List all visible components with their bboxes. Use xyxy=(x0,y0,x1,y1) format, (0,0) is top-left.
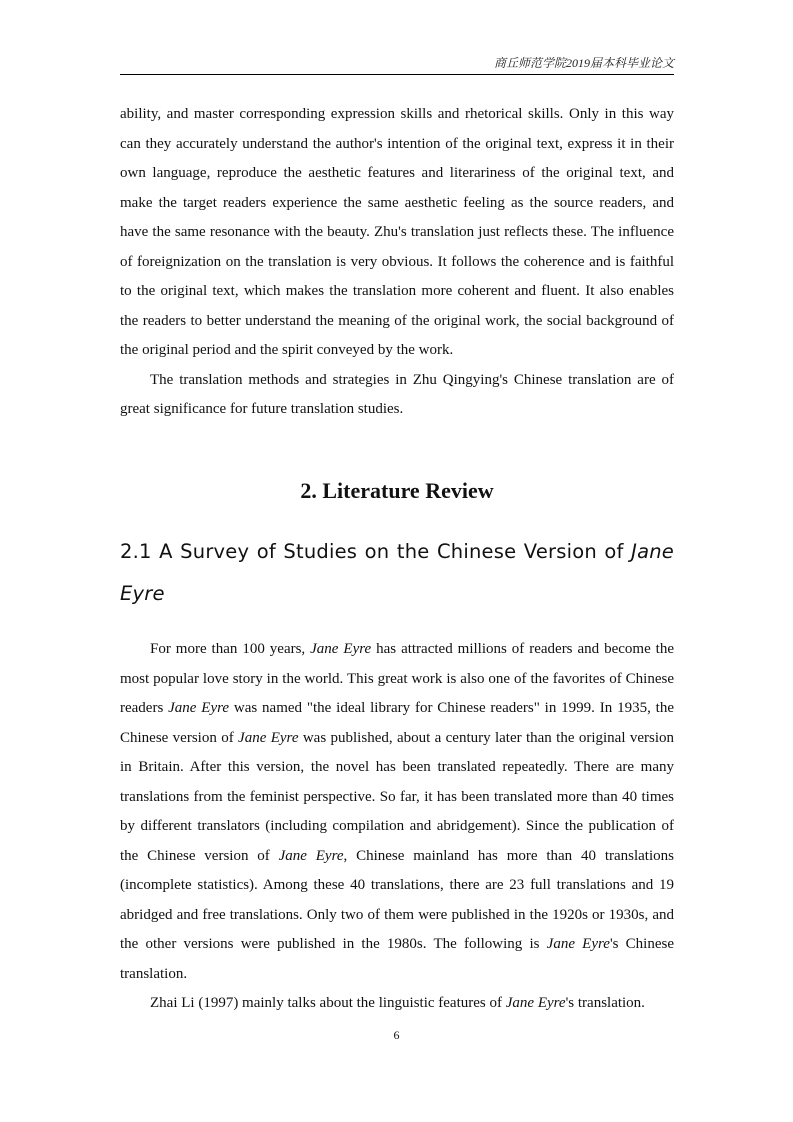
running-header xyxy=(120,56,674,75)
paragraph-significance: The translation methods and strategies in Zhu Qingying's Chinese translation are of great significance for future translation studies. xyxy=(120,371,674,417)
survey-body xyxy=(120,635,674,1019)
chapter-title: 2. Literature Review xyxy=(300,478,494,503)
paragraph-continuation: ability, and master corresponding expression skills and rhetorical skills. Only in this way can they accurately understand the author's intention of the original text, express it in their own language, reproduce the aesthetic features and literariness of the original text, and make the target readers experience the same aesthetic feeling as the source readers, and have the same resonance with the beauty. Zhu's translation just reflects these. The influence of foreignization on the translation is very obvious. It follows the coherence and is faithful to the original text, which makes the translation more coherent and fluent. It also enables the readers to better understand the meaning of the original work, the social background of the original period and the spirit conveyed by the work. xyxy=(120,106,674,358)
text-run: 's Chinese translation. xyxy=(120,936,674,982)
paragraph-survey xyxy=(120,635,674,989)
text-run: For more than 100 years, xyxy=(150,641,311,657)
text-run: 's translation. xyxy=(565,995,645,1011)
text-run: Zhai Li (1997) mainly talks about the linguistic features of xyxy=(150,995,506,1011)
italic-title: Jane Eyre xyxy=(505,995,566,1011)
text-run: , Chinese mainland has more than 40 translations (incomplete statistics). Among these 40 translations, there are 23 full translations and 19 abridged and free translations. Only two of them were published in the 1920s or 1930s, and the other versions were published in the 1980s. The following is xyxy=(120,847,674,952)
text-run: has attracted millions of readers and become the most popular love story in the world. This great work is also one of the favorites of Chinese readers xyxy=(120,641,674,716)
section-title-italic: Jane Eyre xyxy=(120,540,674,605)
intro-continuation xyxy=(120,100,674,425)
text-run: was named "the ideal library for Chinese readers" in 1999. In 1935, the Chinese version of xyxy=(120,700,675,746)
italic-title: Jane Eyre xyxy=(238,729,299,746)
section-title-prefix: 2.1 A Survey of Studies on the Chinese Version of xyxy=(120,540,632,563)
italic-title: Jane Eyre xyxy=(168,700,230,716)
running-header-title: 商丘师范学院2019届本科毕业论文 xyxy=(493,56,674,70)
italic-title: Jane Eyre xyxy=(546,936,610,952)
page-number: 6 xyxy=(393,1028,400,1042)
italic-title: Jane Eyre xyxy=(278,847,344,864)
paragraph-zhai-li xyxy=(120,989,674,1019)
italic-title: Jane Eyre xyxy=(310,641,372,657)
text-run: was published, about a century later than the original version in Britain. After this version, the novel has been translated repeatedly. There are many translations from the feminist perspective. So far, it has been translated more than 40 times by different translators (including compilation and abridgement). Since the publication of the Chinese version of xyxy=(120,729,674,864)
section-title xyxy=(120,531,674,615)
